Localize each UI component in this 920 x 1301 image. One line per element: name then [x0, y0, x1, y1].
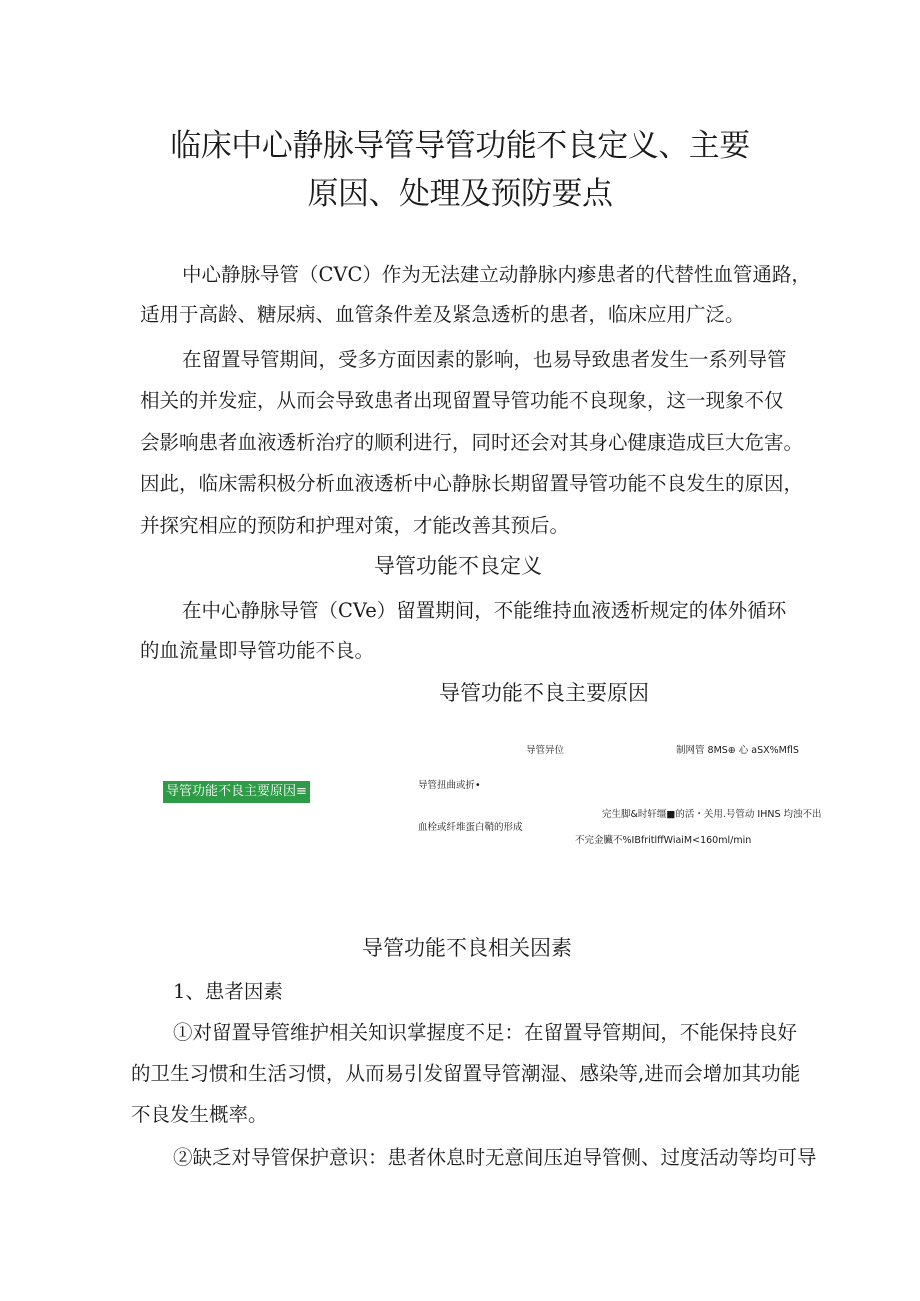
causes-branch-thrombus-detail2: 不完金臟不%IBfritlffWiaiM<160ml/min [575, 835, 752, 846]
definition-line1: 在中心静脉导管（CVe）留置期间，不能维持血液透析规定的体外循环 [182, 599, 787, 622]
factors-heading: 导管功能不良相关因素 [362, 936, 572, 960]
factors-item1-line3: 不良发生概率。 [131, 1103, 268, 1126]
factors-item2-line1: ②缺乏对导管保护意识：患者休息时无意间压迫导管侧、过度活动等均可导 [173, 1146, 817, 1169]
intro-p2-line2: 相关的并发症，从而会导致患者出现留置导管功能不良现象，这一现象不仅 [140, 389, 784, 412]
causes-branch-misplacement: 导管异位 [526, 745, 565, 756]
causes-branch-kinking: 导管扭曲或折• [418, 780, 481, 791]
document-title-line2: 原因、处理及预防要点 [307, 176, 613, 212]
definition-line2: 的血流量即导管功能不良。 [140, 639, 375, 662]
definition-heading: 导管功能不良定义 [374, 554, 542, 578]
intro-p2-line3: 会影响患者血液透析治疗的顺利进行，同时还会对其身心健康造成巨大危害。 [140, 431, 804, 454]
factors-item1-line1: ①对留置导管维护相关知识掌握度不足：在留置导管期间，不能保持良好 [173, 1021, 798, 1044]
factors-item1-line2: 的卫生习惯和生活习惯，从而易引发留置导管潮湿、感染等,进而会增加其功能 [131, 1062, 801, 1085]
intro-p2-line1: 在留置导管期间，受多方面因素的影响，也易导致患者发生一系列导管 [182, 348, 787, 371]
intro-p2-line5: 并探究相应的预防和护理对策，才能改善其预后。 [140, 514, 570, 537]
causes-branch-misplacement-detail: 制网管 8MS⊕ 心 aSX%MflS [676, 745, 799, 756]
causes-branch-thrombus-detail1: 完生脚&时轩缰■的活・关用.号管动 IHNS 均浊不出 [602, 809, 822, 820]
factors-sub1: 1、患者因素 [173, 980, 283, 1003]
causes-heading: 导管功能不良主要原因 [439, 681, 649, 705]
intro-p2-line4: 因此，临床需积极分析血液透析中心静脉长期留置导管功能不良发生的原因， [140, 472, 804, 495]
causes-root-node: 导管功能不良主要原因≡ [163, 781, 310, 803]
causes-branch-thrombus: 血栓或纤堆蛋白鞘的形成 [418, 822, 523, 833]
intro-p1-line2: 适用于高龄、糖尿病、血管条件差及紧急透析的患者，临床应用广泛。 [140, 303, 745, 326]
document-title-line1: 临床中心静脉导管导管功能不良定义、主要 [170, 128, 750, 164]
intro-p1-line1: 中心静脉导管（CVC）作为无法建立动静脉内瘆患者的代替性血管通路， [182, 263, 811, 286]
